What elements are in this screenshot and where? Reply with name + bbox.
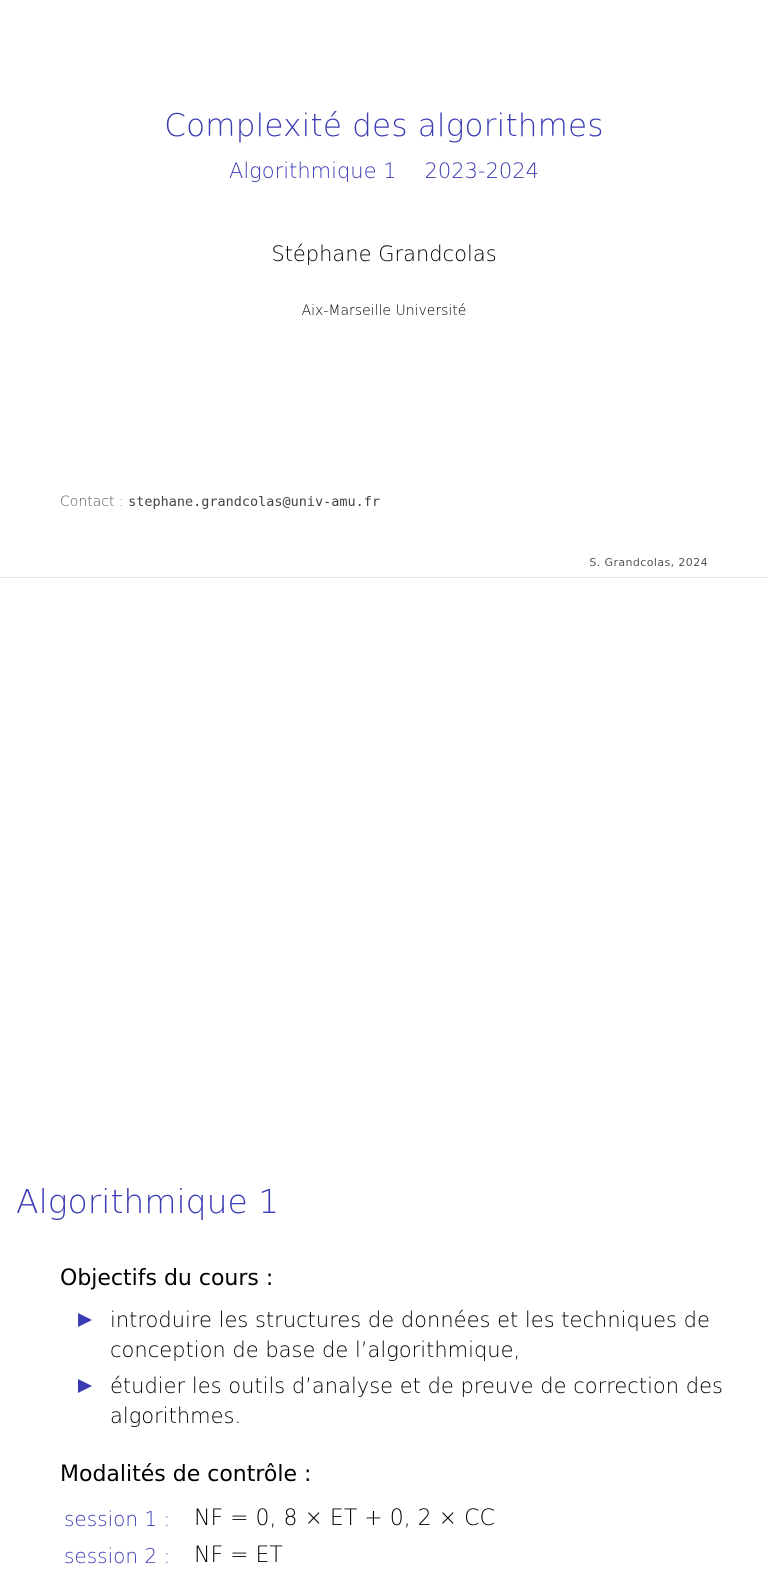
frame-title: Algorithmique 1 <box>16 1182 280 1221</box>
objective-text: introduire les structures de données et les techniques de conception de base de l’algorithmique, <box>110 1308 710 1362</box>
content-slide <box>0 578 768 1568</box>
objectives-heading: Objectifs du cours : <box>60 1266 274 1291</box>
contact-line <box>60 494 380 510</box>
bullet-triangle-icon <box>78 1313 92 1327</box>
session-label: session 1 : <box>64 1506 171 1531</box>
bullet-triangle-icon <box>78 1379 92 1393</box>
session-formula: NF = ET <box>194 1543 283 1568</box>
objectives-list <box>78 1305 728 1437</box>
session-formula: NF = 0, 8 × ET + 0, 2 × CC <box>194 1506 495 1531</box>
contact-label: Contact : <box>60 494 124 510</box>
assessment-heading: Modalités de contrôle : <box>60 1462 312 1487</box>
objective-text: étudier les outils d’analyse et de preuve de correction des algorithmes. <box>110 1374 723 1428</box>
course-name: Algorithmique 1 <box>228 159 397 183</box>
presentation-subtitle <box>0 159 768 183</box>
institute-name: Aix-Marseille Université <box>301 303 467 319</box>
session-row <box>64 1500 495 1537</box>
presentation-title: Complexité des algorithmes <box>164 108 604 144</box>
list-item <box>78 1305 728 1365</box>
slide-footer: S. Grandcolas, 2024 <box>589 556 708 569</box>
academic-year: 2023-2024 <box>424 159 540 183</box>
session-label: session 2 : <box>64 1543 171 1568</box>
author-name: Stéphane Grandcolas <box>271 242 497 266</box>
list-item <box>78 1371 728 1431</box>
session-row <box>64 1537 495 1574</box>
sessions-list <box>64 1500 495 1574</box>
title-slide <box>0 0 768 578</box>
contact-email[interactable]: stephane.grandcolas@univ-amu.fr <box>128 494 381 510</box>
